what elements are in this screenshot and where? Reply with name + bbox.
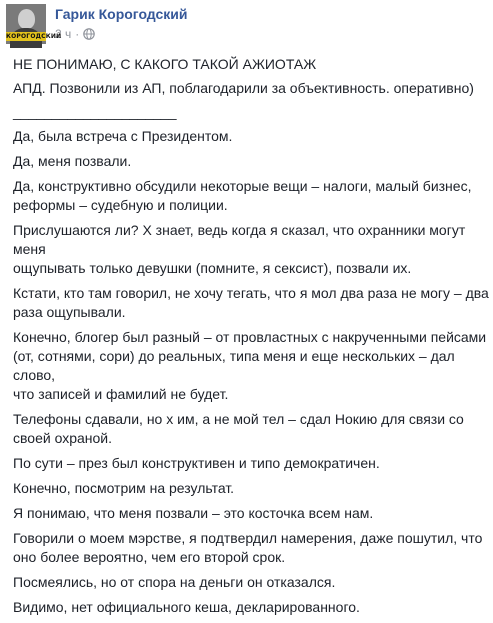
paragraph-3: Да, конструктивно обсудили некоторые вещи – налоги, малый бизнес, реформы – судебную и полиции.	[13, 178, 472, 213]
post-title: НЕ ПОНИМАЮ, С КАКОГО ТАКОЙ АЖИОТАЖ	[13, 56, 317, 72]
paragraph-4: Прислушаются ли? Х знает, ведь когда я сказал, что охранники могут меня ощупывать только девушки (помните, я сексист), позвали их.	[13, 222, 466, 276]
paragraph-7: Телефоны сдавали, но х им, а не мой тел – сдал Нокию для связи со своей охраной.	[13, 411, 464, 446]
post-meta	[55, 4, 188, 42]
post-header	[6, 4, 188, 46]
meta-separator: ·	[75, 27, 80, 41]
paragraph-8: По сути – през был конструктивен и типо демократичен.	[13, 455, 380, 471]
avatar-face	[18, 9, 35, 29]
paragraph-5: Кстати, кто там говорил, не хочу тегать, что я мол два раза не могу – два раза ощупывали.	[13, 285, 489, 320]
post-timestamp[interactable]: 2 ч	[55, 27, 72, 41]
author-name[interactable]: Гарик Корогодский	[55, 6, 188, 22]
post-body	[13, 55, 493, 623]
post-divider: _____________________	[13, 104, 177, 120]
paragraph-1: Да, была встреча с Президентом.	[13, 128, 233, 144]
paragraph-6: Конечно, блогер был разный – от провластных с накрученными пейсами (от, сотнями, сори) до реальных, типа меня и еще нескольких – дал слово, что записей и фамилий не будет.	[13, 329, 487, 402]
paragraph-2: Да, меня позвали.	[13, 153, 132, 169]
avatar[interactable]	[6, 4, 62, 44]
globe-icon-svg	[83, 28, 95, 40]
paragraph-9: Конечно, посмотрим на результат.	[13, 480, 235, 496]
globe-icon[interactable]	[83, 28, 95, 40]
paragraph-10: Я понимаю, что меня позвали – это косточка всем нам.	[13, 505, 374, 521]
avatar-tag: КОРОГОДСКИЙ	[6, 33, 62, 40]
paragraph-13: Видимо, нет официального кеша, декларированного.	[13, 599, 360, 615]
paragraph-11: Говорили о моем мэрстве, я подтвердил намерения, даже пошутил, что оно более вероятно, чем его второй срок.	[13, 530, 483, 565]
post-update: АПД. Позвонили из АП, поблагодарили за объективность. оперативно)	[13, 80, 474, 96]
post-subline	[55, 26, 188, 42]
paragraph-12: Посмеялись, но от спора на деньги он отказался.	[13, 574, 336, 590]
